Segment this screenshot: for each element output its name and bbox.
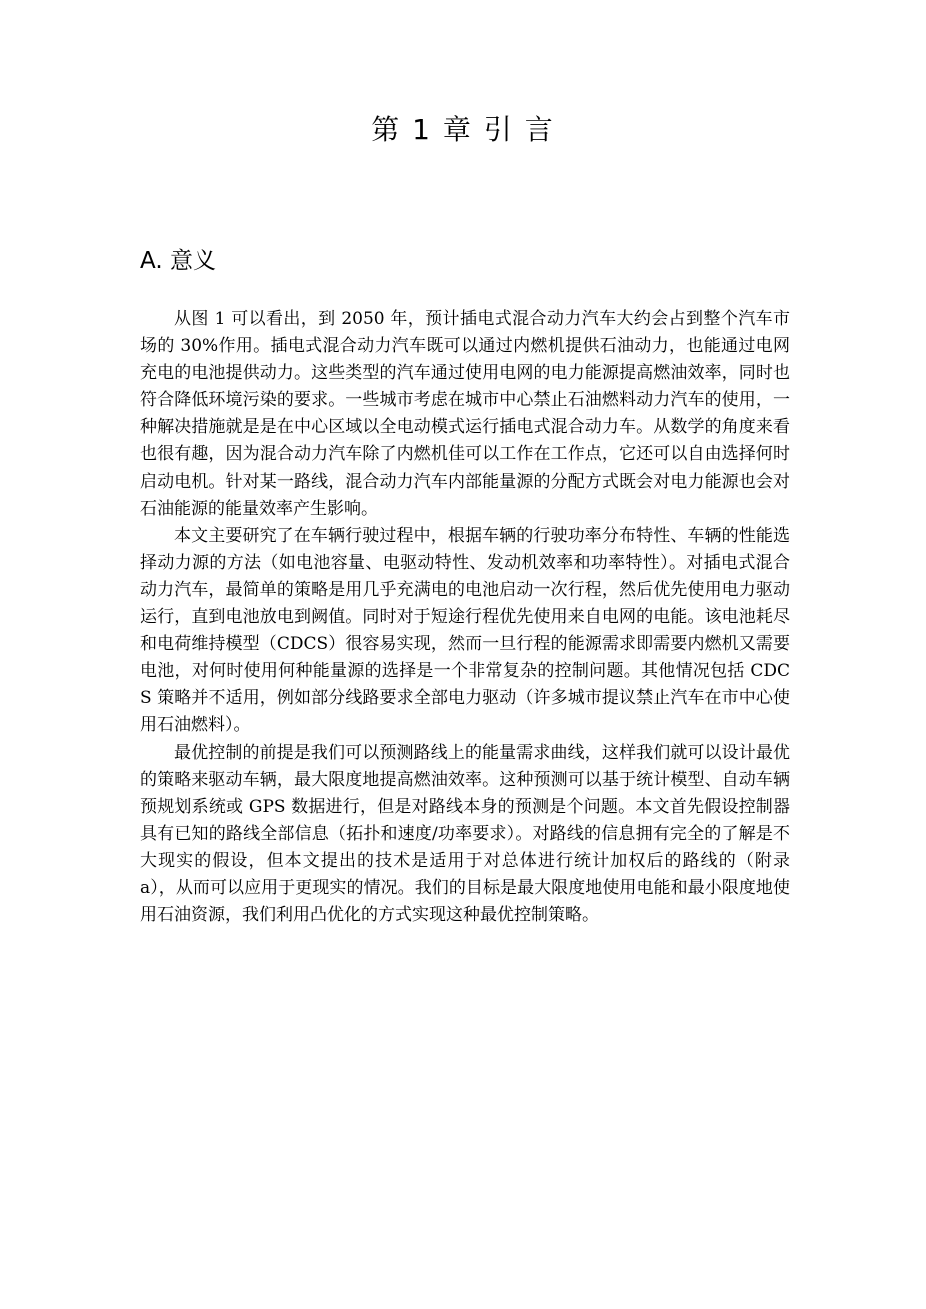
chapter-title: 第 1 章 引 言 xyxy=(371,113,555,146)
paragraph: 本文主要研究了在车辆行驶过程中，根据车辆的行驶功率分布特性、车辆的性能选择动力源的方法（如电池容量、电驱动特性、发动机效率和功率特性）。对插电式混合动力汽车，最简单的策略是用几乎充满电的电池启动一次行程，然后优先使用电力驱动运行，直到电池放电到阙值。同时对于短途行程优先使用来自电网的电能。该电池耗尽和电荷维持模型（CDCS）很容易实现，然而一旦行程的能源需求即需要内燃机又需要电池，对何时使用何种能量源的选择是一个非常复杂的控制问题。其他情况包括 CDCS 策略并不适用，例如部分线路要求全部电力驱动（许多城市提议禁止汽车在市中心使用石油燃料）。 xyxy=(140,525,790,736)
paragraph: 从图 1 可以看出，到 2050 年，预计插电式混合动力汽车大约会占到整个汽车市场的 30%作用。插电式混合动力汽车既可以通过内燃机提供石油动力，也能通过电网充电的电池提供动力。这些类型的汽车通过使用电网的电力能源提高燃油效率，同时也符合降低环境污染的要求。一些城市考虑在城市中心禁止石油燃料动力汽车的使用，一种解决措施就是是在中心区域以全电动模式运行插电式混合动力车。从数学的角度来看也很有趣，因为混合动力汽车除了内燃机佳可以工作在工作点，它还可以自由选择何时启动电机。针对某一路线，混合动力汽车内部能量源的分配方式既会对电力能源也会对石油能源的能量效率产生影响。 xyxy=(140,309,790,519)
section-heading: A. 意义 xyxy=(140,248,216,274)
paragraph: 最优控制的前提是我们可以预测路线上的能量需求曲线，这样我们就可以设计最优的策略来驱动车辆，最大限度地提高燃油效率。这种预测可以基于统计模型、自动车辆预规划系统或 GPS 数据进行，但是对路线本身的预测是个问题。本文首先假设控制器具有已知的路线全部信息（拓扑和速度/功率要求）。对路线的信息拥有完全的了解是不大现实的假设，但本文提出的技术是适用于对总体进行统计加权后的路线的（附录 a），从而可以应用于更现实的情况。我们的目标是最大限度地使用电能和最小限度地使用石油资源，我们利用凸优化的方式实现这种最优控制策略。 xyxy=(140,742,790,926)
body-text xyxy=(140,306,790,929)
